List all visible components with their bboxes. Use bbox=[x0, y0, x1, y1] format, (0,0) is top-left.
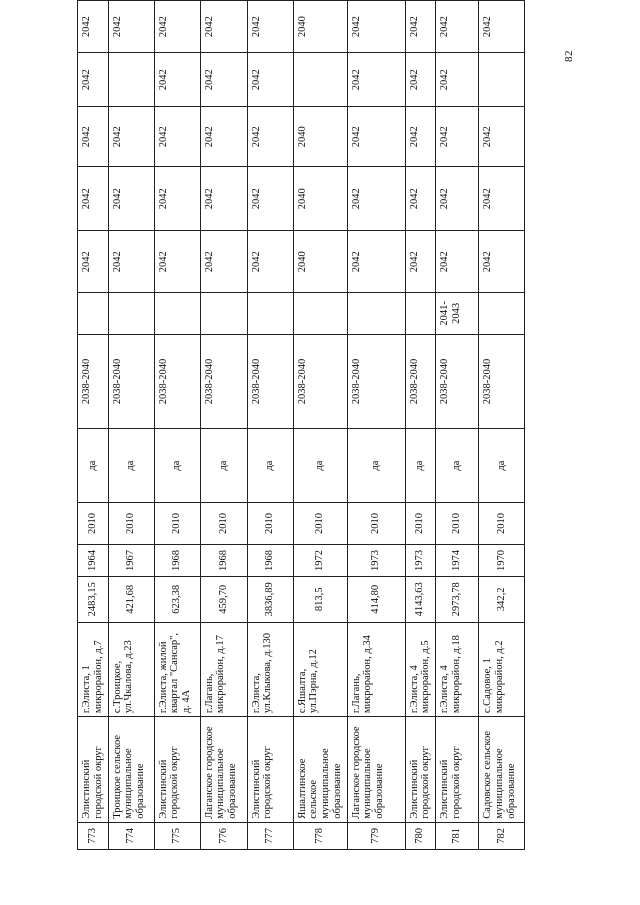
year-built-cell: 1968 bbox=[154, 545, 200, 576]
year-2042-cell: 2042 bbox=[154, 107, 200, 167]
year-2042-cell: 2042 bbox=[200, 231, 247, 293]
year-2042-cell: 2042 bbox=[247, 53, 293, 107]
year-built-cell: 1970 bbox=[479, 545, 525, 576]
year-2042-cell: 2042 bbox=[247, 167, 293, 231]
period-cell: 2038-2040 bbox=[247, 334, 293, 429]
year-2042-cell: 2042 bbox=[200, 107, 247, 167]
year-2042-cell: 2042 bbox=[154, 1, 200, 53]
period-cell: 2038-2040 bbox=[200, 334, 247, 429]
year-built-cell: 1968 bbox=[200, 545, 247, 576]
page-number: 82 bbox=[563, 50, 575, 62]
range-cell bbox=[247, 293, 293, 334]
address-cell: г.Лагань, микрорайон, д.17 bbox=[200, 622, 247, 716]
area-cell: 623,38 bbox=[154, 576, 200, 622]
housing-table bbox=[77, 0, 525, 850]
year-2042-cell: 2042 bbox=[479, 231, 525, 293]
period-cell: 2038-2040 bbox=[108, 334, 154, 429]
period-cell: 2038-2040 bbox=[293, 334, 347, 429]
year-2042-cell: 2042 bbox=[479, 167, 525, 231]
address-cell: г.Элиста, жилой квартал "Сансар", д. 4А bbox=[154, 622, 200, 716]
flag-cell: да bbox=[200, 429, 247, 502]
row-number: 780 bbox=[405, 822, 436, 849]
year-2042-cell: 2042 bbox=[200, 1, 247, 53]
table-row bbox=[78, 1, 109, 850]
year-2042-cell: 2042 bbox=[108, 1, 154, 53]
flag-cell: да bbox=[78, 429, 109, 502]
flag-cell: да bbox=[293, 429, 347, 502]
row-number: 774 bbox=[108, 822, 154, 849]
area-cell: 421,68 bbox=[108, 576, 154, 622]
flag-cell: да bbox=[108, 429, 154, 502]
municipality-cell: Элистинский городской округ bbox=[247, 717, 293, 823]
year-cell: 2010 bbox=[154, 502, 200, 545]
address-cell: с.Троицкое, ул.Чкалова, д.23 bbox=[108, 622, 154, 716]
year-2042-cell: 2042 bbox=[405, 53, 436, 107]
address-cell: г.Элиста, 4 микрорайон, д.5 bbox=[405, 622, 436, 716]
year-built-cell: 1974 bbox=[436, 545, 479, 576]
range-cell bbox=[154, 293, 200, 334]
year-2042-cell: 2042 bbox=[436, 231, 479, 293]
year-2042-cell: 2042 bbox=[200, 53, 247, 107]
period-cell: 2038-2040 bbox=[154, 334, 200, 429]
year-2042-cell bbox=[293, 53, 347, 107]
year-2042-cell: 2042 bbox=[405, 167, 436, 231]
year-2042-cell: 2042 bbox=[247, 1, 293, 53]
area-cell: 2483,15 bbox=[78, 576, 109, 622]
year-built-cell: 1967 bbox=[108, 545, 154, 576]
address-cell: г.Элиста, 4 микрорайон, д.18 bbox=[436, 622, 479, 716]
row-number: 779 bbox=[347, 822, 405, 849]
table-row bbox=[154, 1, 200, 850]
year-2042-cell: 2042 bbox=[78, 107, 109, 167]
table-row bbox=[108, 1, 154, 850]
year-cell: 2010 bbox=[108, 502, 154, 545]
area-cell: 3836,89 bbox=[247, 576, 293, 622]
municipality-cell: Элистинский городской округ bbox=[436, 717, 479, 823]
year-2042-cell: 2040 bbox=[293, 167, 347, 231]
area-cell: 2973,78 bbox=[436, 576, 479, 622]
municipality-cell: Элистинский городской округ bbox=[405, 717, 436, 823]
row-number: 773 bbox=[78, 822, 109, 849]
year-2042-cell: 2042 bbox=[347, 1, 405, 53]
year-cell: 2010 bbox=[200, 502, 247, 545]
municipality-cell: Лаганское городское муниципальное образование bbox=[200, 717, 247, 823]
year-2042-cell bbox=[108, 53, 154, 107]
year-built-cell: 1972 bbox=[293, 545, 347, 576]
municipality-cell: Яшалтинское сельское муниципальное образование bbox=[293, 717, 347, 823]
range-cell bbox=[293, 293, 347, 334]
period-cell: 2038-2040 bbox=[78, 334, 109, 429]
year-cell: 2010 bbox=[78, 502, 109, 545]
flag-cell: да bbox=[405, 429, 436, 502]
area-cell: 459,70 bbox=[200, 576, 247, 622]
year-2042-cell: 2042 bbox=[405, 107, 436, 167]
address-cell: с.Садовое, 1 микрорайон, д.2 bbox=[479, 622, 525, 716]
address-cell: с.Яшалта, ул.Пэрна, д.12 bbox=[293, 622, 347, 716]
period-cell: 2038-2040 bbox=[405, 334, 436, 429]
year-2042-cell: 2042 bbox=[78, 53, 109, 107]
table-row bbox=[479, 1, 525, 850]
year-2042-cell: 2042 bbox=[347, 107, 405, 167]
table-row bbox=[293, 1, 347, 850]
address-cell: г.Элиста, 1 микрорайон, д.7 bbox=[78, 622, 109, 716]
year-2042-cell: 2042 bbox=[108, 167, 154, 231]
year-2042-cell: 2040 bbox=[293, 107, 347, 167]
year-cell: 2010 bbox=[436, 502, 479, 545]
year-2042-cell: 2042 bbox=[154, 231, 200, 293]
row-number: 782 bbox=[479, 822, 525, 849]
year-2042-cell: 2042 bbox=[108, 107, 154, 167]
area-cell: 414,80 bbox=[347, 576, 405, 622]
year-2042-cell: 2042 bbox=[347, 231, 405, 293]
flag-cell: да bbox=[247, 429, 293, 502]
flag-cell: да bbox=[436, 429, 479, 502]
year-cell: 2010 bbox=[247, 502, 293, 545]
year-2042-cell: 2042 bbox=[436, 107, 479, 167]
year-2042-cell: 2042 bbox=[405, 1, 436, 53]
year-built-cell: 1968 bbox=[247, 545, 293, 576]
range-cell bbox=[200, 293, 247, 334]
municipality-cell: Лаганское городское муниципальное образование bbox=[347, 717, 405, 823]
flag-cell: да bbox=[479, 429, 525, 502]
area-cell: 813,5 bbox=[293, 576, 347, 622]
period-cell: 2038-2040 bbox=[479, 334, 525, 429]
table-row bbox=[347, 1, 405, 850]
year-2042-cell: 2042 bbox=[108, 231, 154, 293]
row-number: 778 bbox=[293, 822, 347, 849]
table-row bbox=[200, 1, 247, 850]
municipality-cell: Троицкое сельское муниципальное образование bbox=[108, 717, 154, 823]
range-cell bbox=[347, 293, 405, 334]
period-cell: 2038-2040 bbox=[347, 334, 405, 429]
address-cell: г.Элиста, ул.Клыкова, д.130 bbox=[247, 622, 293, 716]
row-number: 775 bbox=[154, 822, 200, 849]
address-cell: г.Лагань, микрорайон, д.34 bbox=[347, 622, 405, 716]
year-2042-cell: 2040 bbox=[293, 1, 347, 53]
period-cell: 2038-2040 bbox=[436, 334, 479, 429]
row-number: 776 bbox=[200, 822, 247, 849]
range-cell bbox=[108, 293, 154, 334]
municipality-cell: Элистинский городской округ bbox=[154, 717, 200, 823]
year-built-cell: 1973 bbox=[405, 545, 436, 576]
year-cell: 2010 bbox=[479, 502, 525, 545]
table-row bbox=[405, 1, 436, 850]
table-row bbox=[436, 1, 479, 850]
municipality-cell: Элистинский городской округ bbox=[78, 717, 109, 823]
year-cell: 2010 bbox=[347, 502, 405, 545]
year-2042-cell: 2042 bbox=[347, 53, 405, 107]
year-2042-cell bbox=[479, 53, 525, 107]
table-body bbox=[78, 1, 525, 850]
year-built-cell: 1964 bbox=[78, 545, 109, 576]
range-cell bbox=[405, 293, 436, 334]
range-cell bbox=[479, 293, 525, 334]
year-built-cell: 1973 bbox=[347, 545, 405, 576]
year-2042-cell: 2042 bbox=[405, 231, 436, 293]
flag-cell: да bbox=[154, 429, 200, 502]
year-2042-cell: 2042 bbox=[479, 107, 525, 167]
table-row bbox=[247, 1, 293, 850]
year-2042-cell: 2042 bbox=[479, 1, 525, 53]
area-cell: 4143,63 bbox=[405, 576, 436, 622]
year-2042-cell: 2042 bbox=[347, 167, 405, 231]
row-number: 781 bbox=[436, 822, 479, 849]
year-2042-cell: 2042 bbox=[200, 167, 247, 231]
year-cell: 2010 bbox=[405, 502, 436, 545]
year-2042-cell: 2042 bbox=[247, 231, 293, 293]
flag-cell: да bbox=[347, 429, 405, 502]
year-2042-cell: 2042 bbox=[154, 167, 200, 231]
year-2042-cell: 2042 bbox=[436, 53, 479, 107]
year-2042-cell: 2042 bbox=[154, 53, 200, 107]
municipality-cell: Садовское сельское муниципальное образование bbox=[479, 717, 525, 823]
year-2042-cell: 2042 bbox=[436, 167, 479, 231]
range-cell bbox=[78, 293, 109, 334]
year-2042-cell: 2042 bbox=[78, 231, 109, 293]
year-2042-cell: 2040 bbox=[293, 231, 347, 293]
range-cell: 2041-2043 bbox=[436, 293, 479, 334]
row-number: 777 bbox=[247, 822, 293, 849]
year-2042-cell: 2042 bbox=[247, 107, 293, 167]
year-2042-cell: 2042 bbox=[436, 1, 479, 53]
year-2042-cell: 2042 bbox=[78, 167, 109, 231]
year-cell: 2010 bbox=[293, 502, 347, 545]
year-2042-cell: 2042 bbox=[78, 1, 109, 53]
area-cell: 342,2 bbox=[479, 576, 525, 622]
